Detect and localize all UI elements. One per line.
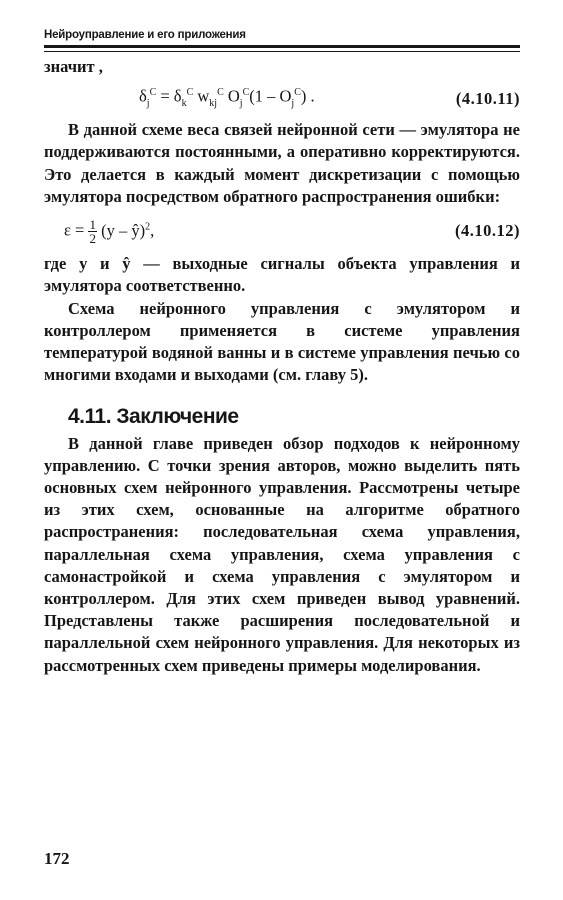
formula-4-10-12-expression [44, 216, 154, 245]
running-header: Нейроуправление и его приложения [44, 29, 246, 41]
paragraph: где y и ŷ — выходные сигналы объекта управления и эмулятора соответственно. [44, 254, 520, 296]
paragraph: В данной схеме веса связей нейронной сети — эмулятора не поддерживаются постоянными, а оперативно корректируются. Это делается в каждый момент дискретизации с помощью эмулятора посредством обратного распространения ошибки: [44, 120, 520, 206]
intro-word: значит , [44, 57, 103, 76]
fraction-denominator: 2 [89, 231, 96, 247]
equation-number: (4.10.11) [455, 88, 520, 108]
equation-number: (4.10.12) [455, 220, 520, 240]
header-rule-thick [44, 45, 520, 48]
formula-rhs: (y – ŷ)$^2$, [101, 220, 155, 240]
paragraph: Схема нейронного управления с эмулятором и контроллером применяется в системе управления температурой водяной ванны и в системе управления печью со многими входами и выходами (см. главу 5). [44, 298, 520, 385]
formula-4-10-11-expression: $\delta_j^C = \delta_k^C$ $w_{kj}^C$ $O_j^C(1 - O_j^C)$ . [139, 86, 315, 109]
fraction-numerator: 1 [89, 217, 96, 233]
formula-4-10-11 [44, 82, 520, 115]
page-number: 172 [44, 849, 70, 868]
header-rule-thin [44, 51, 520, 52]
formula-4-10-12 [44, 216, 520, 245]
fraction [88, 218, 97, 245]
formula-lhs: ε = [64, 220, 85, 240]
paragraph: В данной главе приведен обзор подходов к нейронному управлению. С точки зрения авторов, можно выделить пять основных схем нейронного управления. Рассмотрены четыре из этих схем, основанные на алгоритме обратного распространения: последовательная схема управления, параллельная схема управления, схема управления с самонастройкой и схема управления с эмулятором и контроллером. Для этих схем приведен вывод уравнений. Представлены также расширения последовательной и параллельной схем нейронного управления. Для некоторых из рассмотренных схем приведены примеры моделирования. [44, 433, 520, 675]
section-title: 4.11. Заключение [68, 405, 239, 429]
page-body [44, 56, 520, 677]
